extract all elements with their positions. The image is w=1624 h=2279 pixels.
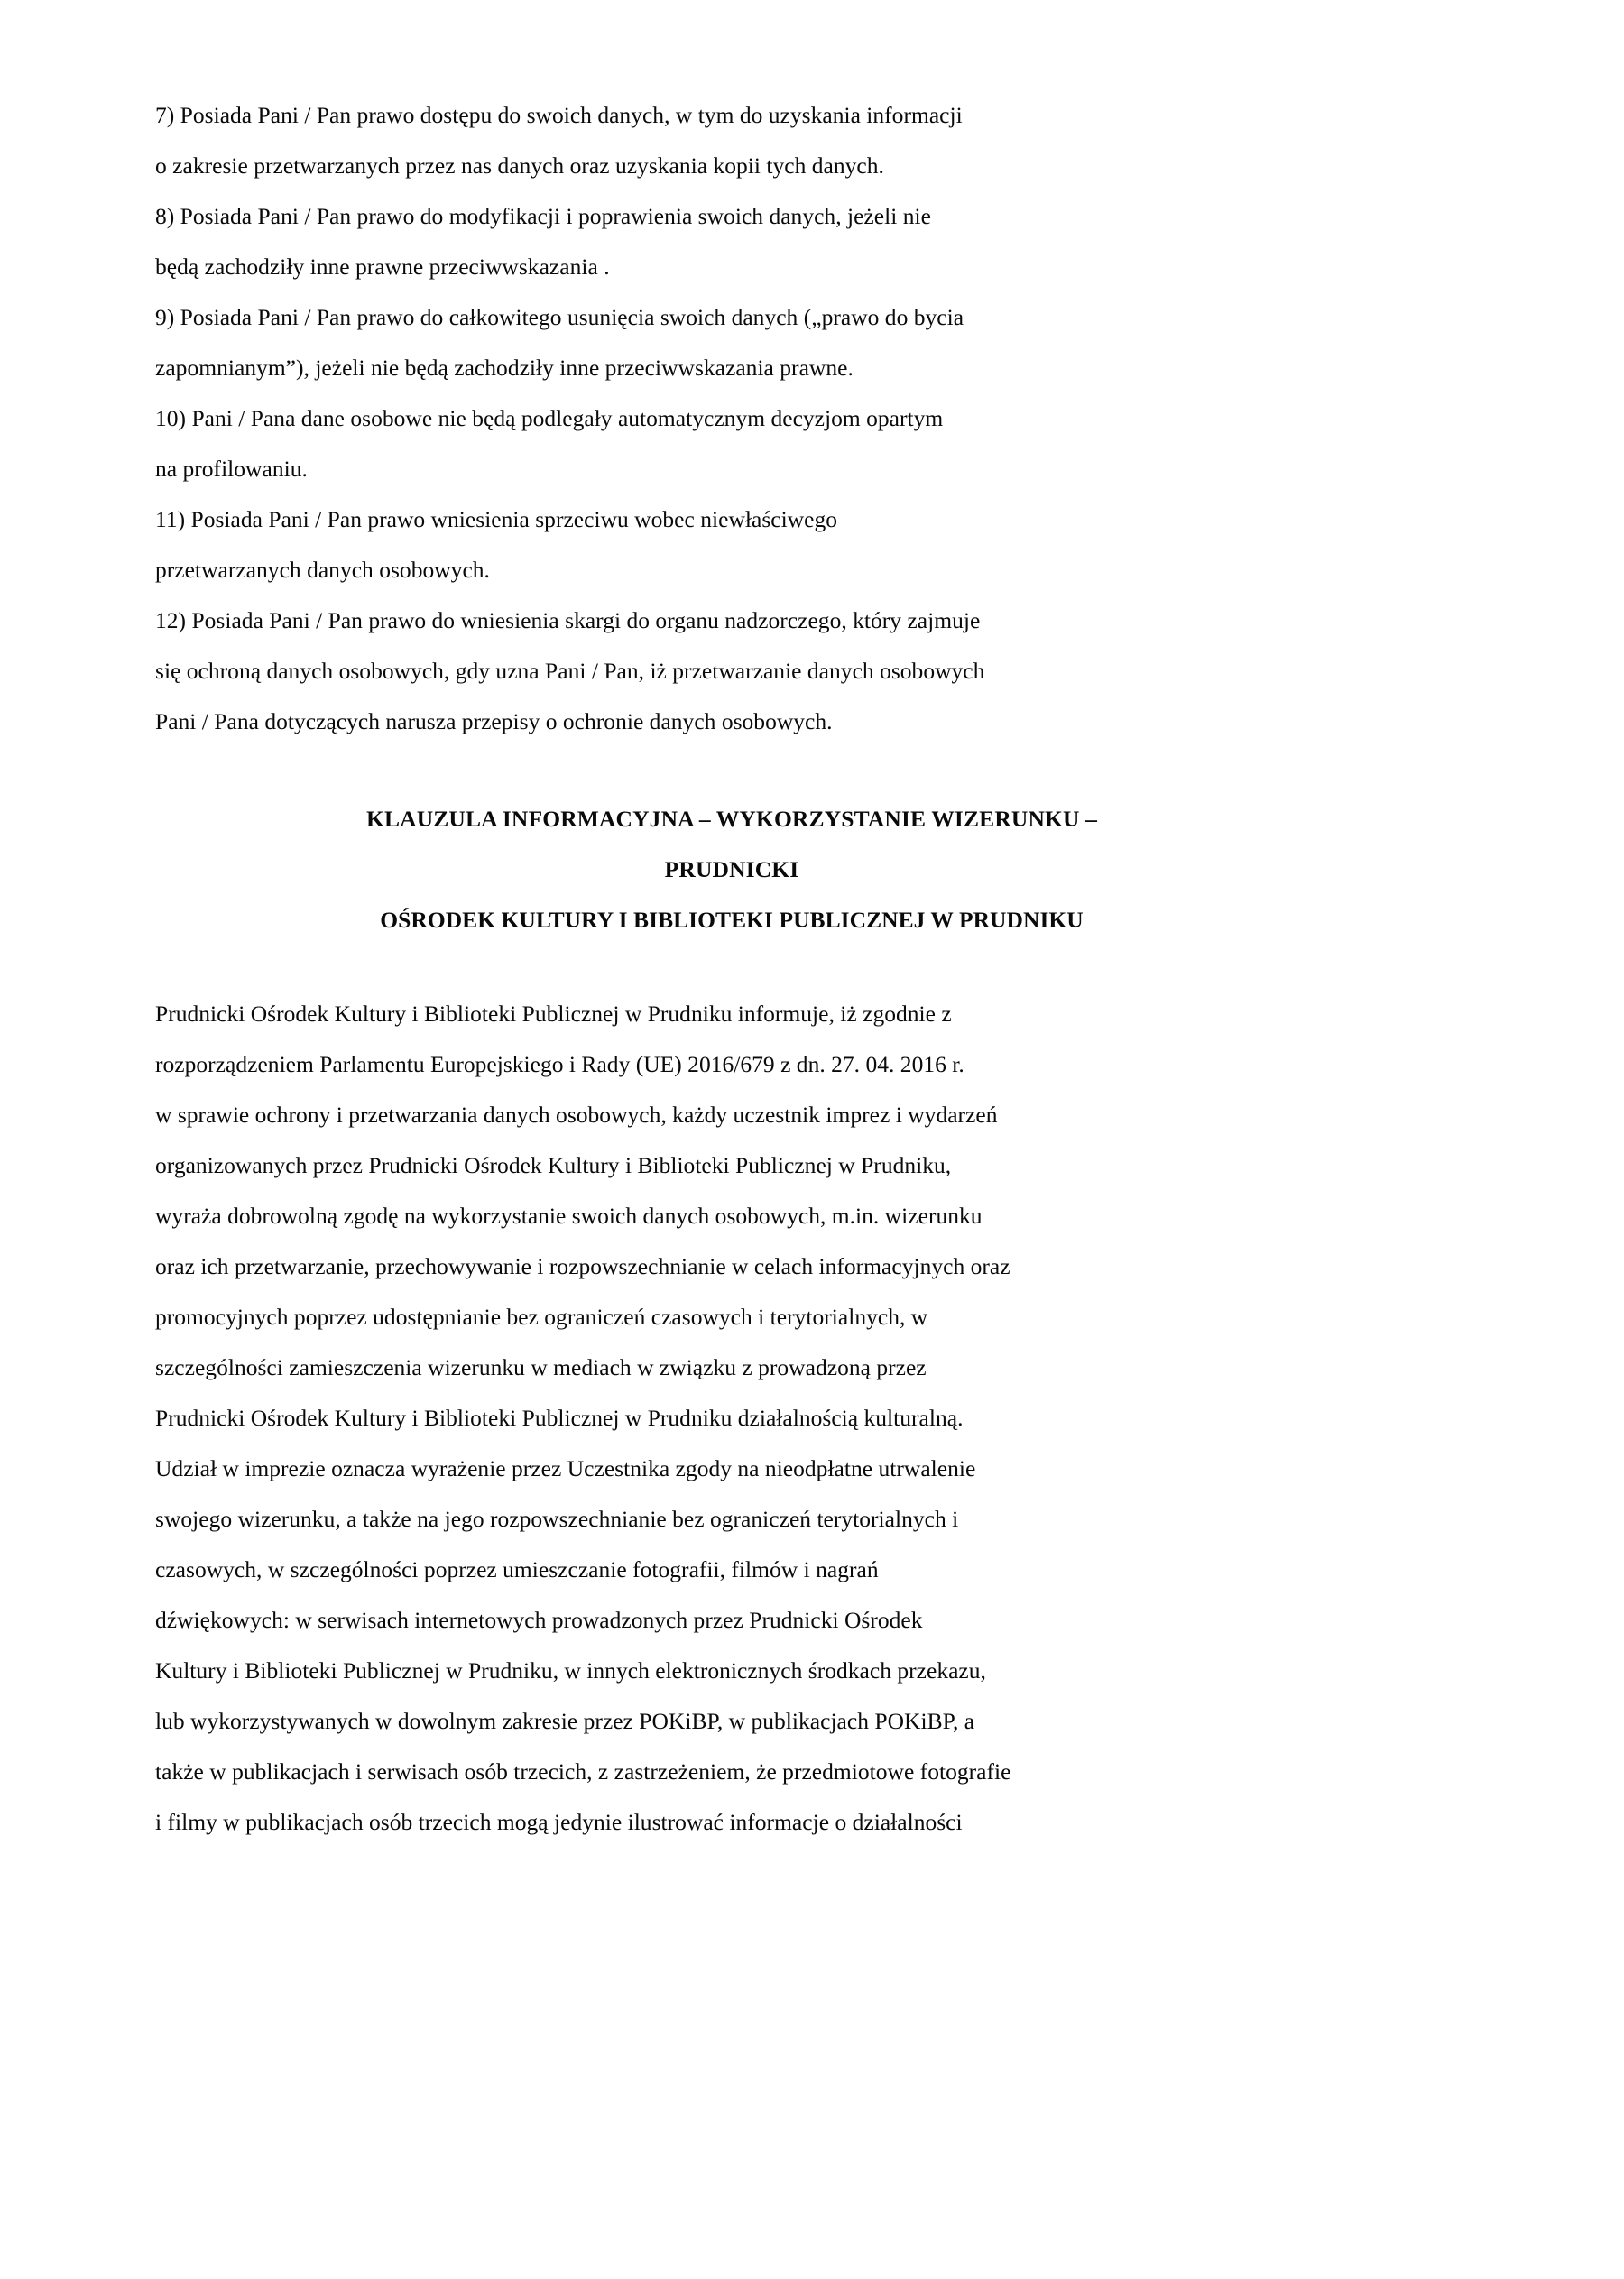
list-item-line: na profilowaniu. — [155, 456, 308, 482]
paragraph-line: Prudnicki Ośrodek Kultury i Biblioteki Publicznej w Prudniku działalnością kulturalną. — [155, 1405, 964, 1431]
paragraph-line: Prudnicki Ośrodek Kultury i Biblioteki Publicznej w Prudniku informuje, iż zgodnie z — [155, 1001, 952, 1027]
list-item-line: 11) Posiada Pani / Pan prawo wniesienia sprzeciwu wobec niewłaściwego — [155, 506, 838, 532]
paragraph-line: także w publikacjach i serwisach osób trzecich, z zastrzeżeniem, że przedmiotowe fotografie — [155, 1758, 1011, 1785]
list-item-line: o zakresie przetwarzanych przez nas danych oraz uzyskania kopii tych danych. — [155, 152, 884, 179]
page-content — [155, 90, 1472, 1848]
paragraph-line: rozporządzeniem Parlamentu Europejskiego i Rady (UE) 2016/679 z dn. 27. 04. 2016 r. — [155, 1051, 964, 1077]
paragraph-line: wyraża dobrowolną zgodę na wykorzystanie swoich danych osobowych, m.in. wizerunku — [155, 1203, 983, 1229]
rights-list — [155, 90, 1472, 747]
list-item — [155, 90, 1472, 191]
paragraph-line: dźwiękowych: w serwisach internetowych prowadzonych przez Prudnicki Ośrodek — [155, 1607, 923, 1633]
section-heading-line: OŚRODEK KULTURY I BIBLIOTEKI PUBLICZNEJ W PRUDNIKU — [380, 907, 1084, 933]
paragraph-line: organizowanych przez Prudnicki Ośrodek Kultury i Biblioteki Publicznej w Prudniku, — [155, 1152, 952, 1178]
list-item — [155, 595, 1472, 747]
paragraph-line: czasowych, w szczególności poprzez umieszczanie fotografii, filmów i nagrań — [155, 1556, 879, 1582]
paragraph-line: swojego wizerunku, a także na jego rozpowszechnianie bez ograniczeń terytorialnych i — [155, 1506, 959, 1532]
list-item-line: 7) Posiada Pani / Pan prawo dostępu do swoich danych, w tym do uzyskania informacji — [155, 102, 963, 128]
list-item-line: 12) Posiada Pani / Pan prawo do wniesienia skargi do organu nadzorczego, który zajmuje — [155, 607, 981, 633]
paragraph-line: oraz ich przetwarzanie, przechowywanie i rozpowszechnianie w celach informacyjnych oraz — [155, 1253, 1010, 1279]
list-item-line: Pani / Pana dotyczących narusza przepisy o ochronie danych osobowych. — [155, 708, 833, 734]
section-heading — [155, 794, 1308, 946]
list-item-line: 10) Pani / Pana dane osobowe nie będą podlegały automatycznym decyzjom opartym — [155, 405, 944, 431]
paragraph-line: Udział w imprezie oznacza wyrażenie przez Uczestnika zgody na nieodpłatne utrwalenie — [155, 1455, 976, 1481]
list-item-line: zapomnianym”), jeżeli nie będą zachodziły inne przeciwwskazania prawne. — [155, 355, 854, 381]
paragraph-line: i filmy w publikacjach osób trzecich mogą jedynie ilustrować informacje o działalności — [155, 1809, 963, 1835]
paragraph-line: lub wykorzystywanych w dowolnym zakresie przez POKiBP, w publikacjach POKiBP, a — [155, 1708, 975, 1734]
list-item-line: się ochroną danych osobowych, gdy uzna Pani / Pan, iż przetwarzanie danych osobowych — [155, 658, 985, 684]
list-item — [155, 191, 1472, 292]
paragraph-line: w sprawie ochrony i przetwarzania danych osobowych, każdy uczestnik imprez i wydarzeń — [155, 1102, 998, 1128]
list-item — [155, 393, 1472, 494]
section-heading-line: KLAUZULA INFORMACYJNA – WYKORZYSTANIE WIZERUNKU – — [366, 806, 1097, 832]
list-item-line: przetwarzanych danych osobowych. — [155, 557, 490, 583]
consent-paragraph — [155, 989, 1472, 1848]
paragraph-line: promocyjnych poprzez udostępnianie bez ograniczeń czasowych i terytorialnych, w — [155, 1304, 928, 1330]
paragraph-line: szczególności zamieszczenia wizerunku w mediach w związku z prowadzoną przez — [155, 1354, 927, 1380]
list-item — [155, 292, 1472, 393]
paragraph-line: Kultury i Biblioteki Publicznej w Prudniku, w innych elektronicznych środkach przekazu, — [155, 1657, 986, 1684]
list-item-line: 9) Posiada Pani / Pan prawo do całkowitego usunięcia swoich danych („prawo do bycia — [155, 304, 964, 330]
list-item — [155, 494, 1472, 595]
list-item-line: będą zachodziły inne prawne przeciwwskazania . — [155, 254, 610, 280]
list-item-line: 8) Posiada Pani / Pan prawo do modyfikacji i poprawienia swoich danych, jeżeli nie — [155, 203, 931, 229]
section-heading-line: PRUDNICKI — [664, 856, 799, 882]
